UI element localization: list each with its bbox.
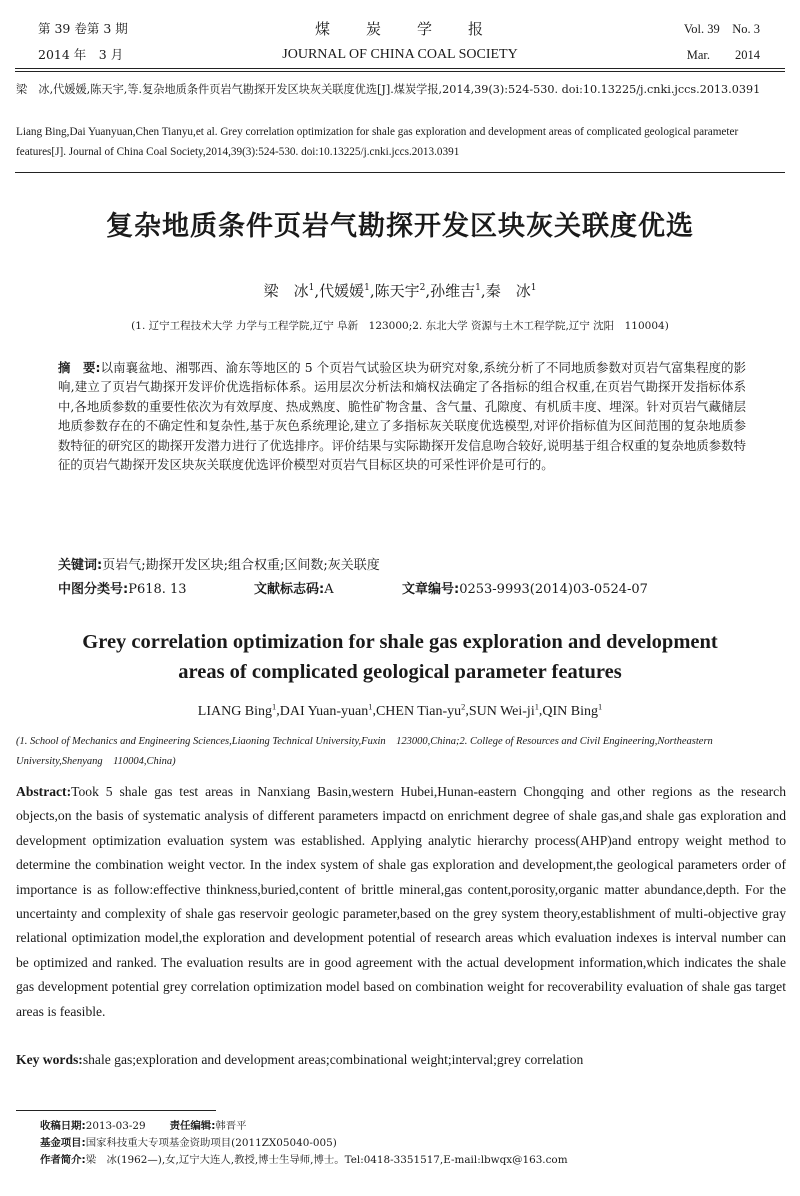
clc-value: P618. 13 [128, 582, 187, 597]
citation-cn: 梁 冰,代媛媛,陈天宇,等.复杂地质条件页岩气勘探开发区块灰关联度优选[J].煤炭学报,2014,39(3):524-530. doi:10.13225/j.cnki.jccs.2013.0391 [16, 83, 761, 96]
abstract-cn [58, 358, 746, 474]
header-rule-top [15, 68, 785, 69]
date-cn: 2014 年 3 月 [38, 47, 124, 62]
author-en: CHEN Tian-$yu^2$ [375, 702, 466, 719]
clc-label: 中图分类号: [58, 582, 129, 597]
citation-rule [15, 172, 785, 173]
author-en: DAI Yuan-yuan$^1$ [279, 702, 373, 719]
authors-cn: 梁 冰$^1$,代媛媛$^1$,陈天宇$^2$,孙维吉$^1$,秦 冰$^1$ [263, 282, 537, 300]
abstract-en [16, 780, 786, 1024]
footnote-rule [16, 1110, 216, 1111]
header-rule-bottom [15, 71, 785, 72]
abstract-text-cn: 以南襄盆地、湘鄂西、渝东等地区的 5 个页岩气试验区块为研究对象,系统分析了不同地质参数对页岩气富集程度的影响,建立了页岩气勘探开发评价优选指标体系。运用层次分析法和熵权法确定了各指标的组合权重,在页岩气勘探开发指标体系中,各地质参数的重要性依次为有效厚度、热成熟度、脆性矿物含量、含气量、孔隙度、有机质丰度、埋深。针对页岩气藏储层地质参数存在的不确定性和复杂性,基于灰色系统理论,建立了多指标灰关联度优选模型,对评价指标值为区间范围的复杂地质参数特征的研究区的勘探开发潜力进行了优选排序。评价结果与实际勘探开发信息吻合较好,说明基于组合权重的复杂地质参数特征的页岩气勘探开发区块灰关联度优选评价模型对页岩气目标区块的可采性评价是可行的。 [58, 360, 746, 473]
abstract-text-en: Took 5 shale gas test areas in Nanxiang Basin,western Hubei,Hunan-eastern Chongqing and other regions as the research objects,on the basis of systematic analysis of different parameters impactd on enrichment degree of shale gas,and shale gas exploration and development optimization evaluation system was established. Applying analytic hierarchy process(AHP)and entropy weight method to determine the combination weight vector. In the index system of shale gas exploration and development,the geological parameters order of importance is as follow:effective thinkness,buried,content of brittle mineral,gas content,porosity,organic matter abundance,depth. For the uncertainty and complexity of shale gas reservoir geologic parameter,based on the grey system theory,establishment of multi-objective gray relational optimization model,the exploration and development potential of research areas which evaluation indexes is interval number can be optimized and ranked. The evaluation results are in good agreement with the actual development information,which indicates the shale gas development potential grey correlation optimization model based on combination weight for recoverability evaluation of shale gas target areas is feasible. [16, 784, 786, 1019]
author-cn: 孙维吉$^1$ [430, 282, 481, 300]
footnote-editor-label: 责任编辑: [169, 1120, 216, 1132]
article-number-value: 0253-9993(2014)03-0524-07 [459, 582, 648, 597]
footnote-fund: 基金项目:国家科技重大专项基金资助项目(2011ZX05040-005) [40, 1137, 337, 1149]
keywords-text-cn: 页岩气;勘探开发区块;组合权重;区间数;灰关联度 [102, 558, 380, 573]
author-en: QIN Bing$^1$ [542, 702, 603, 719]
keywords-cn [58, 556, 758, 575]
keywords-text-en: shale gas;exploration and development areas;combinational weight;interval;grey correlation [82, 1052, 584, 1067]
citation-en: Liang Bing,Dai Yuanyuan,Chen Tianyu,et al. Grey correlation optimization for shale gas exploration and development areas of complicated geological parameter features[J]. Journal of China Coal Society,2014,39(3):524-530. doi:10.13225/j.cnki.jccs.2013.0391 [16, 126, 739, 159]
journal-name-en: JOURNAL OF CHINA COAL SOCIETY [282, 47, 518, 62]
date-en: Mar. 2014 [686, 48, 760, 62]
author-cn: 陈天宇$^2$ [374, 282, 426, 300]
paper-title-cn: 复杂地质条件页岩气勘探开发区块灰关联度优选 [106, 211, 694, 242]
author-cn: 秦 冰$^1$ [485, 282, 537, 300]
doc-code-value: A [324, 582, 334, 597]
article-number-label: 文章编号: [402, 582, 460, 597]
author-en: SUN Wei-$ji^1$ [468, 702, 539, 719]
classification-line [58, 580, 758, 599]
keywords-label-cn: 关键词: [58, 558, 103, 573]
authors-en: LIANG Bing$^1$,DAI Yuan-yuan$^1$,CHEN Tian-$yu^2,SUN$ Wei-$ji^1,QIN$ Bing$^1$ [197, 702, 603, 719]
abstract-label-cn: 摘 要: [58, 360, 101, 375]
footnote-editor-value: 韩晋平 [215, 1120, 247, 1132]
journal-name-cn: 煤 炭 学 报 [314, 20, 485, 38]
doc-code-label: 文献标志码: [254, 582, 325, 597]
abstract-label-en: Abstract: [16, 784, 72, 799]
author-cn: 代媛媛$^1$ [319, 282, 370, 300]
volume-issue-cn: 第 39 卷第 3 期 [38, 21, 128, 36]
footnote-received: 收稿日期:2013-03-29 责任编辑:韩晋平 [40, 1120, 247, 1132]
author-cn: 梁 冰$^1$ [263, 282, 315, 300]
volume-issue-en: Vol. 39 No. 3 [683, 22, 760, 36]
paper-title-en: Grey correlation optimization for shale gas exploration and development areas of complicated geological parameter features [82, 631, 718, 683]
footnote-author-bio: 作者简介:梁 冰(1962—),女,辽宁大连人,教授,博士生导师,博士。Tel:0418-3351517,E-mail:lbwqx@163.com [40, 1154, 568, 1166]
affiliations-cn: (1. 辽宁工程技术大学 力学与工程学院,辽宁 阜新 123000;2. 东北大学 资源与土木工程学院,辽宁 沈阳 110004) [131, 320, 669, 332]
keywords-en [16, 1052, 786, 1068]
keywords-label-en: Key words: [16, 1052, 83, 1067]
affiliations-en: (1. School of Mechanics and Engineering Sciences,Liaoning Technical University,Fuxin 123000,China;2. College of Resources and Civil Engineering,Northeastern University,Shenyang 110004,China) [16, 736, 713, 767]
author-en: LIANG Bing$^1$ [197, 702, 277, 719]
